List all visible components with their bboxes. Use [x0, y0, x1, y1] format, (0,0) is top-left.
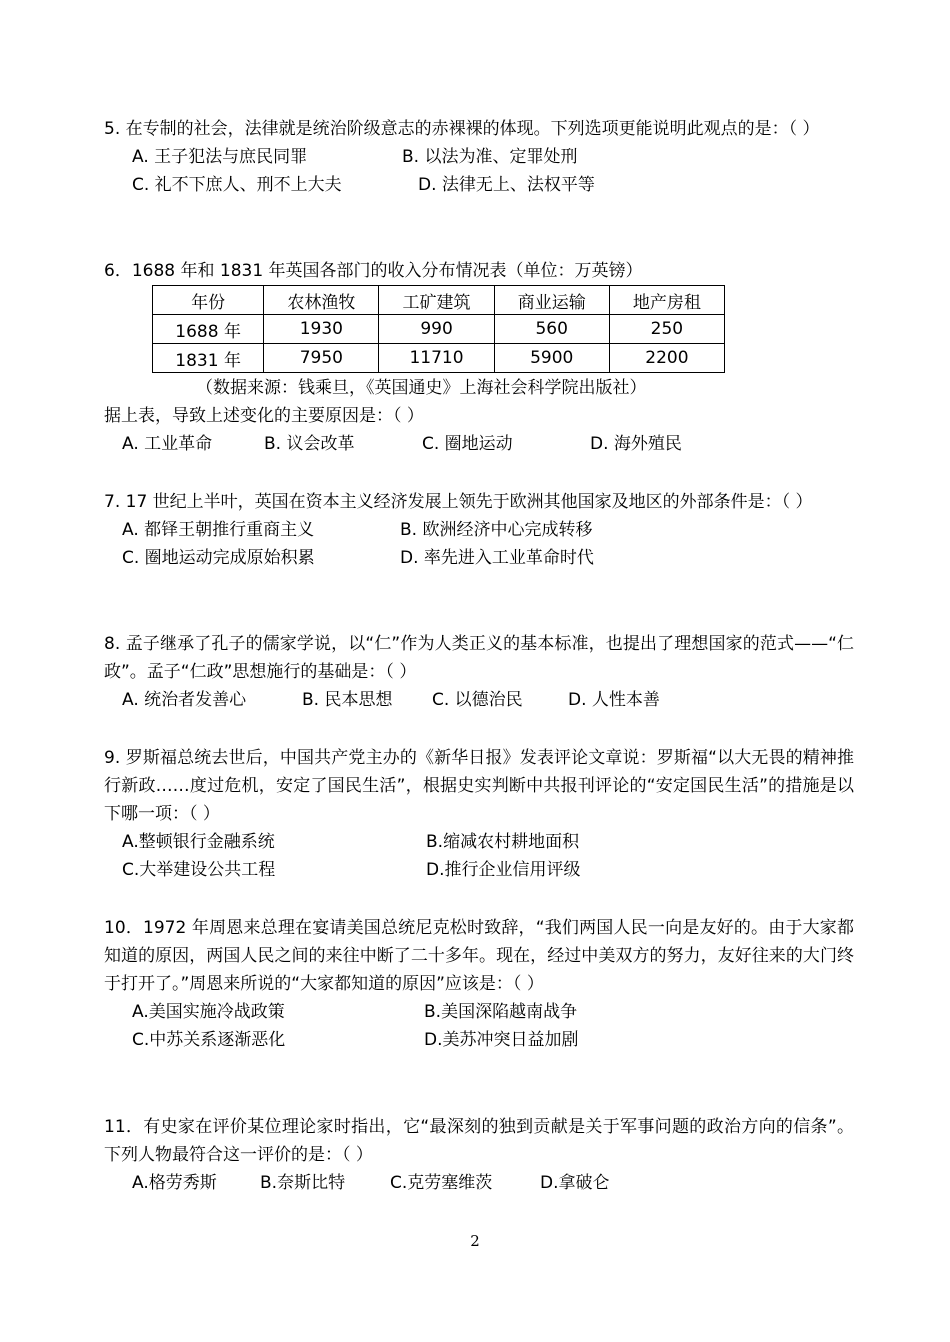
option-a[interactable]: A.格劳秀斯: [132, 1173, 217, 1193]
question-7: [104, 488, 854, 572]
table-header-row: [153, 286, 725, 315]
question-8-options-row: [104, 686, 854, 714]
option-c[interactable]: C. 圈地运动完成原始积累: [122, 548, 315, 568]
option-c[interactable]: C. 圈地运动: [422, 434, 513, 454]
option-c[interactable]: C.中苏关系逐渐恶化: [132, 1030, 286, 1050]
table-cell: 990: [379, 315, 494, 344]
option-b[interactable]: B.奈斯比特: [260, 1173, 346, 1193]
option-b[interactable]: B. 以法为准、定罪处刑: [402, 147, 578, 167]
option-b[interactable]: B. 议会改革: [264, 434, 355, 454]
question-7-options-row-2: [104, 544, 854, 572]
question-6: [104, 402, 854, 458]
option-a[interactable]: A. 王子犯法与庶民同罪: [132, 147, 308, 167]
question-10: [104, 914, 854, 1054]
question-7-stem: 7. 17 世纪上半叶，英国在资本主义经济发展上领先于欧洲其他国家及地区的外部条件是：（ ）: [104, 492, 813, 512]
option-c[interactable]: C. 以德治民: [432, 690, 523, 710]
option-d[interactable]: D.拿破仑: [540, 1173, 610, 1193]
table-header-cell: 地产房租: [609, 286, 724, 315]
table-source-note: （数据来源：钱乘旦，《英国通史》上海社会科学院出版社）: [196, 378, 647, 398]
question-6-question: 据上表，导致上述变化的主要原因是：（ ）: [104, 406, 424, 426]
option-a[interactable]: A. 统治者发善心: [122, 690, 247, 710]
option-a[interactable]: A.整顿银行金融系统: [122, 832, 275, 852]
table-header-cell: 农林渔牧: [264, 286, 379, 315]
question-9-options-row-1: [104, 828, 854, 856]
table-cell: 5900: [494, 344, 609, 373]
question-10-options-row-2: [104, 1026, 854, 1054]
question-8: [104, 630, 854, 714]
option-a[interactable]: A. 都铎王朝推行重商主义: [122, 520, 315, 540]
option-a[interactable]: A.美国实施冷战政策: [132, 1002, 285, 1022]
option-c[interactable]: C.大举建设公共工程: [122, 860, 276, 880]
option-b[interactable]: B.美国深陷越南战争: [424, 1002, 578, 1022]
option-d[interactable]: D. 人性本善: [568, 690, 660, 710]
page-number: 2: [470, 1232, 480, 1250]
question-5-options-row-2: [104, 171, 854, 199]
question-9-stem: 9. 罗斯福总统去世后，中国共产党主办的《新华日报》发表评论文章说：罗斯福“以大无畏的精神推行新政……度过危机，安定了国民生活”，根据史实判断中共报刊评论的“安定国民生活”的措施是以下哪一项：（ ）: [104, 748, 854, 824]
option-c[interactable]: C.克劳塞维茨: [390, 1173, 493, 1193]
option-b[interactable]: B.缩减农村耕地面积: [426, 832, 580, 852]
table-cell: 1688 年: [153, 315, 264, 344]
income-table: [152, 285, 725, 373]
option-d[interactable]: D. 海外殖民: [590, 434, 682, 454]
question-9: [104, 744, 854, 884]
question-6-stem-wrap: [104, 257, 854, 285]
question-8-stem: 8. 孟子继承了孔子的儒家学说，以“仁”作为人类正义的基本标准，也提出了理想国家的范式——“仁政”。孟子“仁政”思想施行的基础是：（ ）: [104, 634, 854, 682]
question-5: [104, 115, 854, 199]
option-d[interactable]: D. 率先进入工业革命时代: [400, 548, 594, 568]
question-11: [104, 1113, 854, 1197]
question-10-options-row-1: [104, 998, 854, 1026]
option-d[interactable]: D.美苏冲突日益加剧: [424, 1030, 579, 1050]
table-row: [153, 315, 725, 344]
table-header-cell: 年份: [153, 286, 264, 315]
table-cell: 11710: [379, 344, 494, 373]
question-11-options-row: [104, 1169, 854, 1197]
question-5-options-row-1: [104, 143, 854, 171]
table-cell: 560: [494, 315, 609, 344]
table-cell: 250: [609, 315, 724, 344]
option-b[interactable]: B. 欧洲经济中心完成转移: [400, 520, 593, 540]
question-11-stem: 11．有史家在评价某位理论家时指出，它“最深刻的独到贡献是关于军事问题的政治方向的信条”。下列人物最符合这一评价的是：（ ）: [104, 1117, 854, 1165]
question-6-options-row: [104, 430, 854, 458]
question-5-stem: 5. 在专制的社会，法律就是统治阶级意志的赤裸裸的体现。下列选项更能说明此观点的是：（ ）: [104, 119, 820, 139]
question-10-stem: 10．1972 年周恩来总理在宴请美国总统尼克松时致辞，“我们两国人民一向是友好的。由于大家都知道的原因，两国人民之间的来往中断了二十多年。现在，经过中美双方的努力，友好往来的大门终于打开了。”周恩来所说的“大家都知道的原因”应该是：（ ）: [104, 918, 854, 994]
option-c[interactable]: C. 礼不下庶人、刑不上大夫: [132, 175, 342, 195]
table-header-cell: 工矿建筑: [379, 286, 494, 315]
table-header-cell: 商业运输: [494, 286, 609, 315]
question-9-options-row-2: [104, 856, 854, 884]
option-d[interactable]: D.推行企业信用评级: [426, 860, 581, 880]
table-row: [153, 344, 725, 373]
question-7-options-row-1: [104, 516, 854, 544]
table-cell: 1930: [264, 315, 379, 344]
table-cell: 1831 年: [153, 344, 264, 373]
table-cell: 2200: [609, 344, 724, 373]
option-a[interactable]: A. 工业革命: [122, 434, 213, 454]
option-b[interactable]: B. 民本思想: [302, 690, 393, 710]
question-6-stem: 6．1688 年和 1831 年英国各部门的收入分布情况表（单位：万英镑）: [104, 261, 643, 281]
option-d[interactable]: D. 法律无上、法权平等: [418, 175, 595, 195]
table-cell: 7950: [264, 344, 379, 373]
